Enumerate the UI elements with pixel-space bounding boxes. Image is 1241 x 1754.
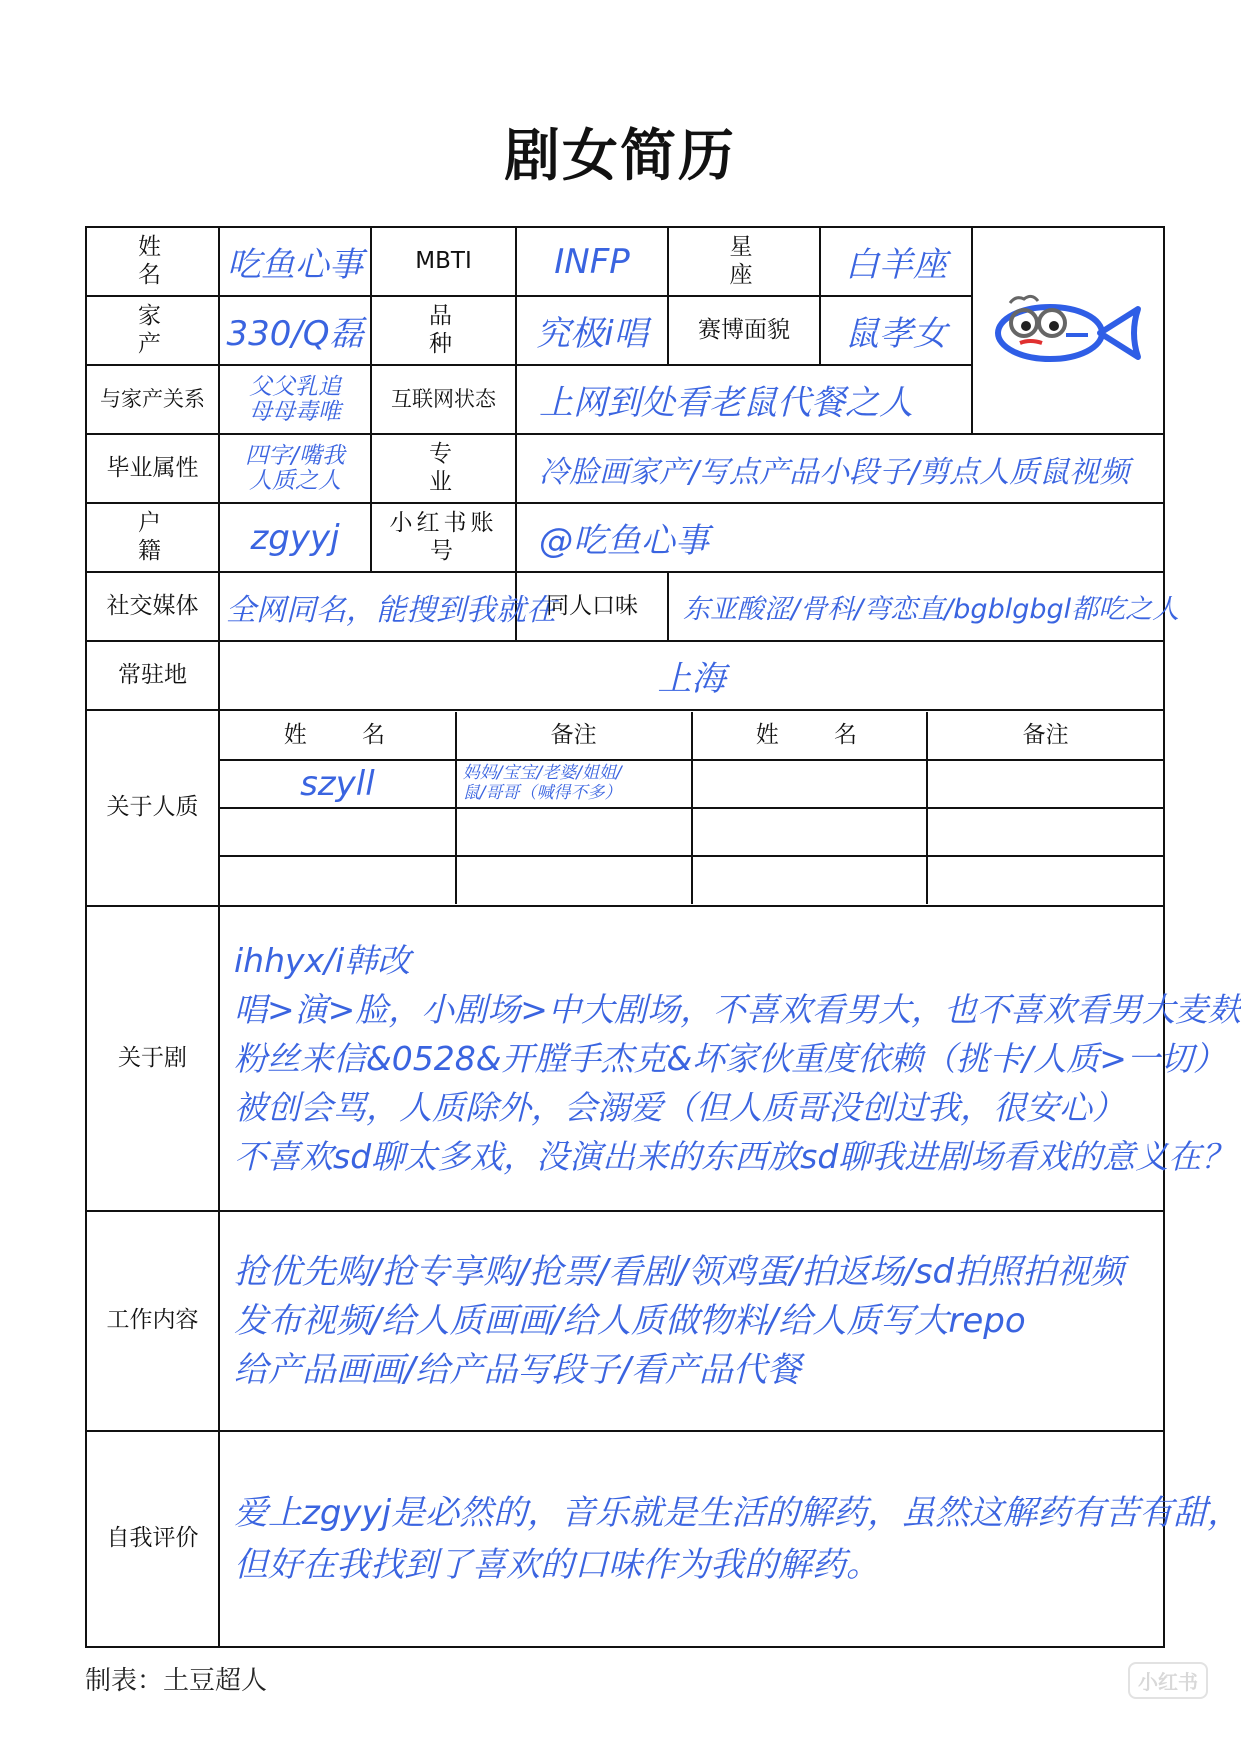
label-work: 工作内容 bbox=[86, 1211, 219, 1431]
value-internet-status: 上网到处看老鼠代餐之人 bbox=[516, 365, 972, 434]
label-residence: 常驻地 bbox=[86, 641, 219, 710]
value-social-media: 全网同名，能搜到我就在 bbox=[219, 572, 516, 641]
actor-name-cell: szyll bbox=[220, 760, 456, 808]
label-mbti: MBTI bbox=[371, 227, 516, 296]
resume-table bbox=[85, 226, 1241, 1648]
value-mbti: INFP bbox=[516, 227, 668, 296]
empty-cell bbox=[692, 808, 928, 856]
work-line: 发布视频/给人质画画/给人质做物料/给人质写大repo bbox=[234, 1300, 1026, 1341]
label-breed: 品 种 bbox=[371, 296, 516, 365]
page-title: 剧女简历 bbox=[504, 124, 736, 189]
relation-line-1: 父父乳追 bbox=[249, 374, 341, 401]
about-drama-line: ihhyx/i韩改 bbox=[234, 941, 411, 980]
actor-note-line-1: 妈妈/宝宝/老婆/姐姐/ bbox=[462, 763, 622, 784]
work-text bbox=[219, 1211, 1164, 1431]
empty-cell bbox=[220, 856, 456, 904]
label-social-media: 社交媒体 bbox=[86, 572, 219, 641]
actors-subtable bbox=[220, 712, 1163, 904]
label-name: 姓 名 bbox=[86, 227, 219, 296]
table-row bbox=[220, 808, 1163, 856]
xhs-label-line: 小红书账 号 bbox=[389, 509, 498, 564]
about-drama-line: 不喜欢sd聊太多戏，没演出来的东西放sd聊我进剧场看戏的意义在？ bbox=[234, 1137, 1235, 1176]
value-relation bbox=[219, 365, 371, 434]
about-drama-line: 被创会骂，人质除外，会溺爱（但人质哥没创过我，很安心） bbox=[234, 1088, 1125, 1127]
label-relation: 与家产关系 bbox=[86, 365, 219, 434]
label-xhs-account bbox=[371, 503, 516, 572]
sub-header-name-1: 姓 名 bbox=[220, 712, 456, 760]
grad-line-1: 四字/嘴我 bbox=[245, 443, 345, 470]
about-drama-line: 粉丝来信&0528&开膛手杰克&坏家伙重度依赖（挑卡/人质>一切） bbox=[234, 1039, 1226, 1078]
actors-subtable-cell bbox=[219, 710, 1164, 906]
value-family-property: 330/Q磊 bbox=[219, 296, 371, 365]
table-row bbox=[220, 760, 1163, 808]
empty-cell bbox=[927, 856, 1163, 904]
label-about-drama: 关于剧 bbox=[86, 906, 219, 1211]
empty-cell bbox=[456, 808, 692, 856]
relation-line-2: 母母毒唯 bbox=[249, 398, 341, 425]
label-hukou: 户 籍 bbox=[86, 503, 219, 572]
avatar-cell bbox=[972, 227, 1164, 434]
self-eval-line: 但好在我找到了喜欢的口味作为我的解药。 bbox=[234, 1545, 880, 1585]
label-about-actors: 关于人质 bbox=[86, 710, 219, 906]
empty-cell bbox=[692, 856, 928, 904]
empty-cell bbox=[456, 856, 692, 904]
label-zodiac: 星 座 bbox=[668, 227, 820, 296]
value-breed: 究极i唱 bbox=[516, 296, 668, 365]
label-self-eval: 自我评价 bbox=[86, 1431, 219, 1647]
self-eval-text bbox=[219, 1431, 1241, 1647]
table-row bbox=[220, 856, 1163, 904]
value-name: 吃鱼心事 bbox=[219, 227, 371, 296]
actor-note-line-2: 鼠/哥哥（喊得不多） bbox=[462, 783, 622, 803]
label-cyber-look: 赛博面貌 bbox=[668, 296, 820, 365]
self-eval-line: 爱上zgyyj是必然的，音乐就是生活的解药，虽然这解药有苦有甜， bbox=[234, 1493, 1241, 1533]
label-major: 专 业 bbox=[371, 434, 516, 503]
label-family-property: 家 产 bbox=[86, 296, 219, 365]
empty-cell bbox=[927, 808, 1163, 856]
work-line: 抢优先购/抢专享购/抢票/看剧/领鸡蛋/拍返场/sd拍照拍视频 bbox=[234, 1251, 1125, 1292]
value-hukou: zgyyj bbox=[219, 503, 371, 572]
empty-cell bbox=[220, 808, 456, 856]
value-fanfic-taste: 东亚酸涩/骨科/弯恋直/bgblgbgl都吃之人 bbox=[668, 572, 1164, 641]
about-drama-line: 唱>演>脸，小剧场>中大剧场，不喜欢看男大，也不喜欢看男大麦麸 bbox=[234, 990, 1241, 1029]
about-drama-text bbox=[219, 906, 1241, 1211]
empty-cell bbox=[692, 760, 928, 808]
label-grad-attr: 毕业属性 bbox=[86, 434, 219, 503]
empty-cell bbox=[927, 760, 1163, 808]
label-fanfic-taste: 同人口味 bbox=[516, 572, 668, 641]
value-residence: 上海 bbox=[219, 641, 1164, 710]
fish-with-glasses-icon bbox=[988, 289, 1148, 373]
work-line: 给产品画画/给产品写段子/看产品代餐 bbox=[234, 1349, 801, 1390]
value-xhs-account: @吃鱼心事 bbox=[516, 503, 1164, 572]
value-zodiac: 白羊座 bbox=[820, 227, 972, 296]
value-grad-attr bbox=[219, 434, 371, 503]
label-internet-status: 互联网状态 bbox=[371, 365, 516, 434]
sub-header-note-2: 备注 bbox=[927, 712, 1163, 760]
grad-line-2: 人质之人 bbox=[249, 467, 341, 494]
footer-credit: 制表：土豆超人 bbox=[85, 1666, 268, 1696]
sub-header-name-2: 姓 名 bbox=[692, 712, 928, 760]
watermark: 小红书 bbox=[1128, 1662, 1208, 1699]
value-major: 冷脸画家产/写点产品小段子/剪点人质鼠视频 bbox=[516, 434, 1164, 503]
value-cyber-look: 鼠孝女 bbox=[820, 296, 972, 365]
actor-note-cell bbox=[456, 760, 692, 808]
sub-header-note-1: 备注 bbox=[456, 712, 692, 760]
